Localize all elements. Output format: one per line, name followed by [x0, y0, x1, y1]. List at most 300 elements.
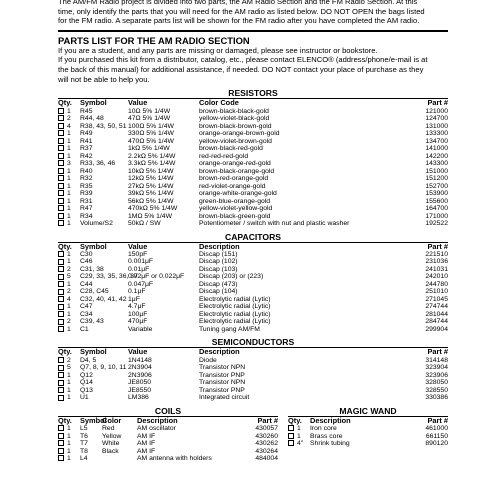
- checkbox-icon: [58, 274, 64, 280]
- value-cell: 56kΩ 5% 1/4W: [128, 197, 174, 205]
- value-cell: 47Ω 5% 1/4W: [128, 115, 171, 123]
- description-header: Description: [137, 415, 178, 425]
- value-cell: JE8050: [128, 379, 152, 387]
- value-header: Value: [128, 347, 148, 357]
- description-cell: brown-black-brown-gold: [199, 122, 272, 130]
- resistor-row: [58, 115, 448, 123]
- value-cell: 27kΩ 5% 1/4W: [128, 182, 174, 190]
- symbol-cell: C30: [80, 250, 93, 258]
- checkbox-icon: [58, 108, 64, 114]
- symbol-cell: R37: [80, 145, 93, 153]
- description-cell: brown-black-red-gold: [199, 145, 263, 153]
- symbol-cell: Q7, 8, 9, 10, 11: [80, 364, 127, 372]
- value-cell: 470Ω 5% 1/4W: [128, 137, 174, 145]
- part-number-cell: 328550: [425, 386, 448, 394]
- description-cell: green-blue-orange-gold: [199, 197, 271, 205]
- description-cell: brown-black-orange-gold: [199, 167, 275, 175]
- part-number-cell: 231036: [425, 258, 448, 266]
- intro-line: for the FM radio. A separate parts list will be shown for the FM radio after you have completed the AM radio.: [58, 16, 420, 26]
- qty-cell: [58, 318, 80, 326]
- checkbox-icon: [58, 213, 64, 219]
- qty-value: 1: [67, 220, 71, 228]
- symbol-header: Symbol: [80, 98, 107, 108]
- qty-value: 1: [297, 425, 301, 433]
- qty-value: 1: [67, 258, 71, 266]
- color-cell: Yellow: [102, 432, 122, 440]
- description-cell: Discap (103): [199, 265, 238, 273]
- checkbox-icon: [58, 251, 64, 257]
- qty-value: 1: [67, 432, 71, 440]
- part-number-cell: 330386: [425, 394, 448, 402]
- value-cell: 100μF: [128, 310, 148, 318]
- symbol-cell: R38, 43, 50, 51: [80, 122, 127, 130]
- symbol-cell: R32: [80, 175, 93, 183]
- part-number-cell: 271045: [425, 295, 448, 303]
- checkbox-icon: [288, 433, 294, 439]
- part-number-cell: 221510: [425, 250, 448, 258]
- description-cell: Diode: [199, 356, 217, 364]
- description-cell: Discap (151): [199, 250, 238, 258]
- semiconductors-table: [58, 357, 448, 402]
- qty-cell: [58, 425, 80, 433]
- symbol-cell: C44: [80, 280, 93, 288]
- part-number-cell: 890120: [425, 440, 448, 448]
- description-cell: Potentiometer / switch with nut and plastic washer: [199, 220, 350, 228]
- part-header: Part #: [427, 347, 448, 357]
- qty-value: 1: [67, 212, 71, 220]
- qty-cell: [288, 425, 310, 433]
- qty-cell: [58, 455, 80, 463]
- semiconductors-header-row: [58, 348, 448, 356]
- resistor-row: [58, 198, 448, 206]
- value-cell: 0.01μF: [128, 265, 150, 273]
- value-cell: 2.2kΩ 5% 1/4W: [128, 152, 176, 160]
- description-cell: yellow-violet-brown-gold: [199, 137, 272, 145]
- resistor-row: [58, 220, 448, 228]
- symbol-cell: L5: [80, 425, 88, 433]
- color-cell: Black: [102, 447, 119, 455]
- description-cell: yellow-violet-yellow-gold: [199, 205, 273, 213]
- qty-value: 4: [67, 295, 71, 303]
- capacitors-table: [58, 251, 448, 334]
- capacitor-row: [58, 288, 448, 296]
- description-cell: Electrolytic radial (Lytic): [199, 310, 271, 318]
- value-cell: 10Ω 5% 1/4W: [128, 107, 171, 115]
- qty-value: 1: [67, 190, 71, 198]
- symbol-cell: C46: [80, 258, 93, 266]
- qty-value: 1: [67, 130, 71, 138]
- semiconductor-row: [58, 394, 448, 402]
- qty-header: Qty.: [58, 241, 72, 251]
- qty-value: 1: [67, 137, 71, 145]
- qty-value: 1: [67, 197, 71, 205]
- checkbox-icon: [58, 304, 64, 310]
- checkbox-icon: [58, 183, 64, 189]
- part-number-cell: 143300: [425, 160, 448, 168]
- value-cell: 0.1μF: [128, 288, 146, 296]
- symbol-cell: R39: [80, 190, 93, 198]
- qty-cell: [58, 115, 80, 123]
- color-cell: White: [102, 440, 120, 448]
- coil-row: [58, 433, 278, 441]
- qty-value: 1: [67, 310, 71, 318]
- symbol-cell: R44, 48: [80, 115, 104, 123]
- qty-value: 2: [67, 356, 71, 364]
- checkbox-icon: [58, 160, 64, 166]
- value-cell: 330Ω 5% 1/4W: [128, 130, 174, 138]
- part-number-cell: 134700: [425, 137, 448, 145]
- symbol-cell: R45: [80, 107, 93, 115]
- part-number-cell: 121000: [425, 107, 448, 115]
- description-cell: AM IF: [137, 447, 156, 455]
- description-cell: orange-white-orange-gold: [199, 190, 277, 198]
- resistor-row: [58, 213, 448, 221]
- notice-paragraph: [58, 46, 448, 84]
- qty-cell: [58, 175, 80, 183]
- part-number-cell: 314148: [425, 356, 448, 364]
- coils-column: [58, 402, 278, 463]
- checkbox-icon: [58, 190, 64, 196]
- capacitor-row: [58, 326, 448, 334]
- qty-value: 1: [67, 386, 71, 394]
- symbol-cell: R31: [80, 197, 93, 205]
- qty-value: 1: [67, 250, 71, 258]
- part-number-cell: 430264: [255, 447, 278, 455]
- qty-cell: [58, 153, 80, 161]
- magic-wand-row: [288, 440, 448, 448]
- description-cell: Transistor NPN: [199, 379, 246, 387]
- resistor-row: [58, 153, 448, 161]
- value-cell: LM386: [128, 394, 149, 402]
- value-cell: 12kΩ 5% 1/4W: [128, 175, 174, 183]
- resistor-row: [58, 138, 448, 146]
- coils-header-row: [58, 417, 278, 425]
- part-number-cell: 151000: [425, 167, 448, 175]
- description-cell: AM IF: [137, 432, 156, 440]
- value-cell: 100Ω 5% 1/4W: [128, 122, 174, 130]
- part-header: Part #: [427, 98, 448, 108]
- notice-line: If you purchased this kit from a distributor, catalog, etc., please contact ELENCO® (address/phone/e-mail is at: [58, 55, 428, 65]
- value-cell: 1μF: [128, 295, 140, 303]
- checkbox-icon: [58, 433, 64, 439]
- symbol-cell: T6: [80, 432, 88, 440]
- value-header: Value: [128, 98, 148, 108]
- qty-value: 1: [67, 145, 71, 153]
- value-cell: JE8550: [128, 386, 152, 394]
- part-number-cell: 124700: [425, 115, 448, 123]
- symbol-cell: Volume/S2: [80, 220, 113, 228]
- qty-cell: [58, 448, 80, 456]
- resistor-row: [58, 168, 448, 176]
- qty-value: 1: [67, 175, 71, 183]
- checkbox-icon: [58, 326, 64, 332]
- part-number-cell: 661150: [425, 432, 448, 440]
- qty-cell: [58, 372, 80, 380]
- description-cell: red-red-red-gold: [199, 152, 249, 160]
- symbol-cell: Q14: [80, 379, 93, 387]
- resistor-row: [58, 130, 448, 138]
- semiconductor-row: [58, 379, 448, 387]
- symbol-cell: C31, 38: [80, 265, 104, 273]
- value-header: Value: [128, 241, 148, 251]
- qty-header: Qty.: [288, 415, 302, 425]
- symbol-cell: C39, 43: [80, 318, 104, 326]
- part-number-cell: 244780: [425, 280, 448, 288]
- coils-heading: COILS: [58, 406, 278, 417]
- capacitors-heading: CAPACITORS: [58, 232, 448, 243]
- capacitor-row: [58, 266, 448, 274]
- checkbox-icon: [58, 440, 64, 446]
- resistors-header-row: [58, 99, 448, 107]
- value-cell: 470μF: [128, 318, 148, 326]
- capacitor-row: [58, 251, 448, 259]
- qty-cell: [58, 387, 80, 395]
- coil-row: [58, 448, 278, 456]
- part-number-cell: 461000: [425, 425, 448, 433]
- resistor-row: [58, 108, 448, 116]
- checkbox-icon: [58, 380, 64, 386]
- capacitor-row: [58, 273, 448, 281]
- part-number-cell: 281044: [425, 310, 448, 318]
- resistor-row: [58, 205, 448, 213]
- qty-value: 1: [67, 205, 71, 213]
- qty-cell: [58, 123, 80, 131]
- value-cell: 2N3904: [128, 364, 152, 372]
- qty-value: 1: [67, 303, 71, 311]
- parts-list-page: [58, 0, 448, 463]
- checkbox-icon: [58, 205, 64, 211]
- part-number-cell: 152700: [425, 182, 448, 190]
- magic-wand-row: [288, 433, 448, 441]
- qty-cell: [58, 311, 80, 319]
- coil-row: [58, 455, 278, 463]
- qty-value: 2: [67, 318, 71, 326]
- part-number-cell: 430262: [255, 440, 278, 448]
- capacitor-row: [58, 303, 448, 311]
- qty-cell: [58, 394, 80, 402]
- description-cell: red-violet-orange-gold: [199, 182, 266, 190]
- checkbox-icon: [288, 440, 294, 446]
- symbol-cell: R41: [80, 137, 93, 145]
- qty-value: 5: [67, 364, 71, 372]
- symbol-cell: R33, 36, 46: [80, 160, 116, 168]
- description-cell: Transistor PNP: [199, 386, 245, 394]
- intro-paragraph: [58, 0, 448, 26]
- qty-cell: [58, 326, 80, 334]
- checkbox-icon: [58, 130, 64, 136]
- description-header: Description: [199, 347, 240, 357]
- checkbox-icon: [58, 145, 64, 151]
- qty-cell: [58, 168, 80, 176]
- capacitor-row: [58, 318, 448, 326]
- checkbox-icon: [58, 175, 64, 181]
- part-number-cell: 192522: [425, 220, 448, 228]
- color-cell: Red: [102, 425, 115, 433]
- value-cell: 150pF: [128, 250, 148, 258]
- part-number-cell: 251010: [425, 288, 448, 296]
- qty-value: 4: [67, 122, 71, 130]
- value-cell: 39kΩ 5% 1/4W: [128, 190, 174, 198]
- qty-cell: [58, 288, 80, 296]
- magic-wand-row: [288, 425, 448, 433]
- symbol-header: Symbol: [80, 241, 107, 251]
- value-cell: 0.001μF: [128, 258, 154, 266]
- part-header: Part #: [427, 415, 448, 425]
- checkbox-icon: [58, 220, 64, 226]
- qty-header: Qty.: [58, 98, 72, 108]
- description-cell: Transistor PNP: [199, 371, 245, 379]
- capacitor-row: [58, 296, 448, 304]
- checkbox-icon: [58, 448, 64, 454]
- coils-and-wand-section: [58, 402, 448, 463]
- checkbox-icon: [58, 372, 64, 378]
- qty-cell: [58, 364, 80, 372]
- symbol-header: Symbol: [80, 415, 107, 425]
- qty-cell: [58, 213, 80, 221]
- semiconductor-row: [58, 372, 448, 380]
- qty-cell: [288, 440, 310, 448]
- semiconductor-row: [58, 364, 448, 372]
- part-number-cell: 142200: [425, 152, 448, 160]
- checkbox-icon: [58, 266, 64, 272]
- symbol-cell: Q12: [80, 371, 93, 379]
- qty-value: 1: [67, 152, 71, 160]
- semiconductor-row: [58, 357, 448, 365]
- resistor-row: [58, 190, 448, 198]
- description-header: Description: [199, 241, 240, 251]
- color-cell: [102, 455, 137, 463]
- symbol-cell: C32, 40, 41, 42: [80, 295, 127, 303]
- qty-cell: [58, 130, 80, 138]
- description-cell: Tuning gang AM/FM: [199, 325, 260, 333]
- qty-cell: [58, 160, 80, 168]
- description-cell: brown-red-orange-gold: [199, 175, 269, 183]
- checkbox-icon: [58, 455, 64, 461]
- symbol-cell: D4, 5: [80, 356, 97, 364]
- qty-value: 2: [67, 288, 71, 296]
- qty-cell: [58, 440, 80, 448]
- qty-cell: [58, 273, 80, 281]
- qty-cell: [58, 258, 80, 266]
- symbol-cell: T7: [80, 440, 88, 448]
- description-cell: Iron core: [310, 425, 337, 433]
- magic-wand-column: [288, 402, 448, 463]
- qty-cell: [58, 251, 80, 259]
- qty-value: 1: [67, 447, 71, 455]
- part-number-cell: 323906: [425, 371, 448, 379]
- semiconductor-row: [58, 387, 448, 395]
- part-number-cell: 171000: [425, 212, 448, 220]
- resistors-table: [58, 108, 448, 228]
- checkbox-icon: [58, 296, 64, 302]
- description-cell: Electrolytic radial (Lytic): [199, 303, 271, 311]
- qty-value: 1: [67, 455, 71, 463]
- qty-cell: [288, 433, 310, 441]
- part-header: Part #: [427, 241, 448, 251]
- symbol-header: Symbol: [80, 347, 107, 357]
- intro-line: time, only identify the parts that you will need for the AM radio as listed below. DO NOT OPEN the bags listed: [58, 6, 425, 16]
- description-cell: Shrink tubing: [310, 440, 350, 448]
- qty-cell: [58, 220, 80, 228]
- value-cell: 4.7μF: [128, 303, 146, 311]
- value-cell: 1N4148: [128, 356, 152, 364]
- qty-cell: [58, 303, 80, 311]
- checkbox-icon: [58, 395, 64, 401]
- part-number-cell: 284744: [425, 318, 448, 326]
- qty-cell: [58, 145, 80, 153]
- coil-row: [58, 440, 278, 448]
- qty-cell: [58, 183, 80, 191]
- notice-line: the back of this manual) for additional assistance, if needed. DO NOT contact your place of purchase as they: [58, 64, 424, 74]
- part-number-cell: 241031: [425, 265, 448, 273]
- checkbox-icon: [58, 123, 64, 129]
- coil-row: [58, 425, 278, 433]
- coils-table: [58, 425, 278, 463]
- magic-wand-header-row: [288, 417, 448, 425]
- qty-cell: [58, 379, 80, 387]
- checkbox-icon: [58, 311, 64, 317]
- qty-value: 4": [297, 440, 304, 448]
- description-cell: AM oscillator: [137, 425, 176, 433]
- qty-cell: [58, 138, 80, 146]
- notice-line: If you are a student, and any parts are missing or damaged, please see instructor or bookstore.: [58, 45, 378, 55]
- description-cell: Transistor NPN: [199, 364, 246, 372]
- checkbox-icon: [58, 198, 64, 204]
- symbol-cell: U1: [80, 394, 89, 402]
- value-cell: 10kΩ 5% 1/4W: [128, 167, 174, 175]
- qty-cell: [58, 266, 80, 274]
- parts-list-title: PARTS LIST FOR THE AM RADIO SECTION: [58, 30, 448, 46]
- symbol-cell: C47: [80, 303, 93, 311]
- qty-value: 1: [67, 280, 71, 288]
- qty-value: 3: [67, 160, 71, 168]
- qty-cell: [58, 357, 80, 365]
- qty-cell: [58, 108, 80, 116]
- part-number-cell: 155600: [425, 197, 448, 205]
- qty-header: Qty.: [58, 347, 72, 357]
- part-number-cell: 299904: [425, 325, 448, 333]
- magic-wand-table: [288, 425, 448, 448]
- description-cell: brown-black-black-gold: [199, 107, 269, 115]
- qty-value: 1: [67, 440, 71, 448]
- description-cell: Electrolytic radial (Lytic): [199, 318, 271, 326]
- checkbox-icon: [58, 138, 64, 144]
- value-cell: 470kΩ 5% 1/4W: [128, 205, 178, 213]
- symbol-cell: R49: [80, 130, 93, 138]
- resistor-row: [58, 160, 448, 168]
- symbol-cell: R35: [80, 182, 93, 190]
- symbol-cell: R34: [80, 212, 93, 220]
- symbol-cell: C28, C45: [80, 288, 109, 296]
- part-number-cell: 328050: [425, 379, 448, 387]
- part-number-cell: 153900: [425, 190, 448, 198]
- symbol-cell: T8: [80, 447, 88, 455]
- value-cell: 0.02μF or 0.022μF: [128, 273, 185, 281]
- part-header: Part #: [257, 415, 278, 425]
- part-number-cell: 484004: [255, 455, 278, 463]
- qty-value: 1: [67, 325, 71, 333]
- qty-value: 1: [67, 394, 71, 402]
- resistor-row: [58, 145, 448, 153]
- qty-value: 2: [67, 115, 71, 123]
- checkbox-icon: [288, 425, 294, 431]
- qty-cell: [58, 205, 80, 213]
- notice-line: will not be able to help you.: [58, 74, 150, 84]
- part-number-cell: 274744: [425, 303, 448, 311]
- description-cell: yellow-violet-black-gold: [199, 115, 270, 123]
- checkbox-icon: [58, 153, 64, 159]
- description-cell: Integrated circuit: [199, 394, 250, 402]
